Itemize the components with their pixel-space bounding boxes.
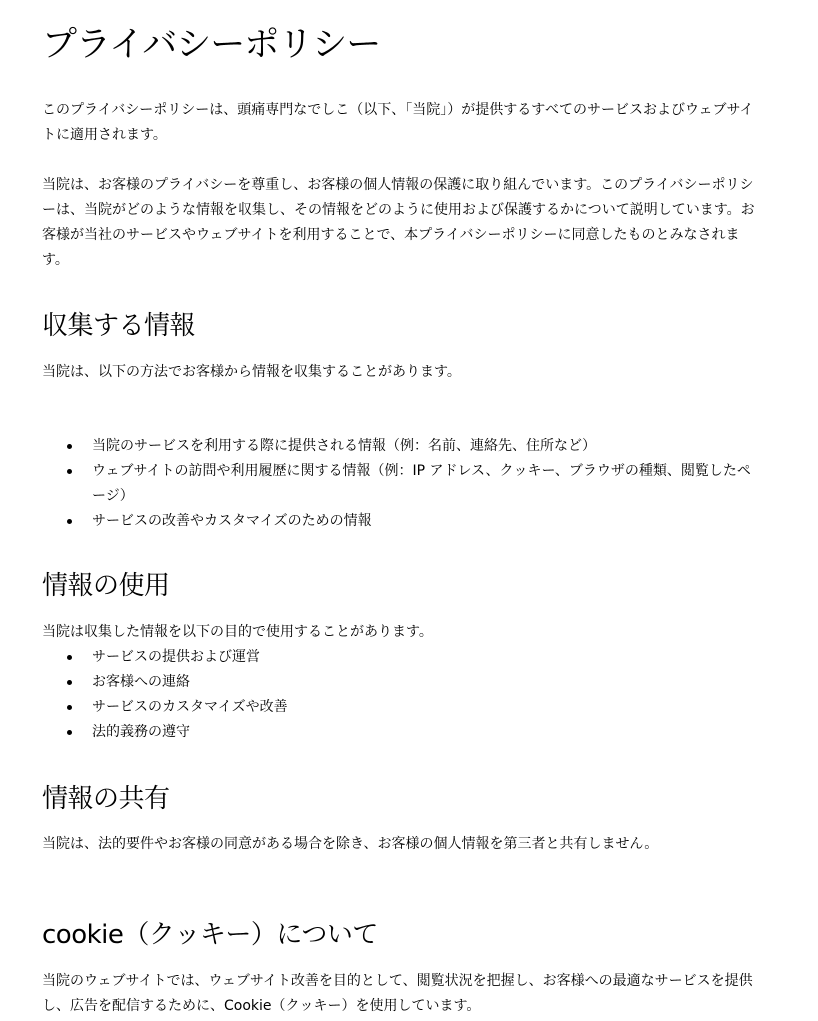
section-heading-cookie: cookie（クッキー）について [42, 920, 378, 950]
section-text-cookie: 当院のウェブサイトでは、ウェブサイト改善を目的として、閲覧状況を把握し、お客様への最適なサービスを提供し、広告を配信するために、Cookie（クッキー）を使用しています。 [42, 973, 753, 1014]
collect-list [42, 434, 764, 534]
use-list [42, 645, 764, 745]
intro-paragraph-1: このプライバシーポリシーは、頭痛専門なでしこ（以下、「当院」）が提供するすべてのサービスおよびウェブサイトに適用されます。 [42, 102, 754, 143]
section-text-use: 当院は収集した情報を以下の目的で使用することがあります。 [42, 624, 433, 640]
list-item: サービスの提供および運営 [42, 645, 764, 670]
section-heading-use: 情報の使用 [42, 571, 170, 601]
intro-paragraph-2: 当院は、お客様のプライバシーを尊重し、お客様の個人情報の保護に取り組んでいます。このプライバシーポリシーは、当院がどのような情報を収集し、その情報をどのように使用および保護するかについて説明しています。お客様が当社のサービスやウェブサイトを利用することで、本プライバシーポリシーに同意したものとみなされます。 [42, 177, 755, 268]
section-heading-collect: 収集する情報 [42, 311, 196, 341]
section-heading-share: 情報の共有 [42, 784, 170, 814]
section-text-collect: 当院は、以下の方法でお客様から情報を収集することがあります。 [42, 364, 461, 380]
list-item: サービスの改善やカスタマイズのための情報 [42, 509, 764, 534]
page-title: プライバシーポリシー [42, 25, 381, 65]
list-item: 当院のサービスを利用する際に提供される情報（例：名前、連絡先、住所など） [42, 434, 764, 459]
list-item: サービスのカスタマイズや改善 [42, 695, 764, 720]
section-text-share: 当院は、法的要件やお客様の同意がある場合を除き、お客様の個人情報を第三者と共有しません。 [42, 836, 659, 852]
list-item: ウェブサイトの訪問や利用履歴に関する情報（例：IP アドレス、クッキー、ブラウザの種類、閲覧したページ） [42, 459, 764, 509]
list-item: 法的義務の遵守 [42, 720, 764, 745]
list-item: お客様への連絡 [42, 670, 764, 695]
